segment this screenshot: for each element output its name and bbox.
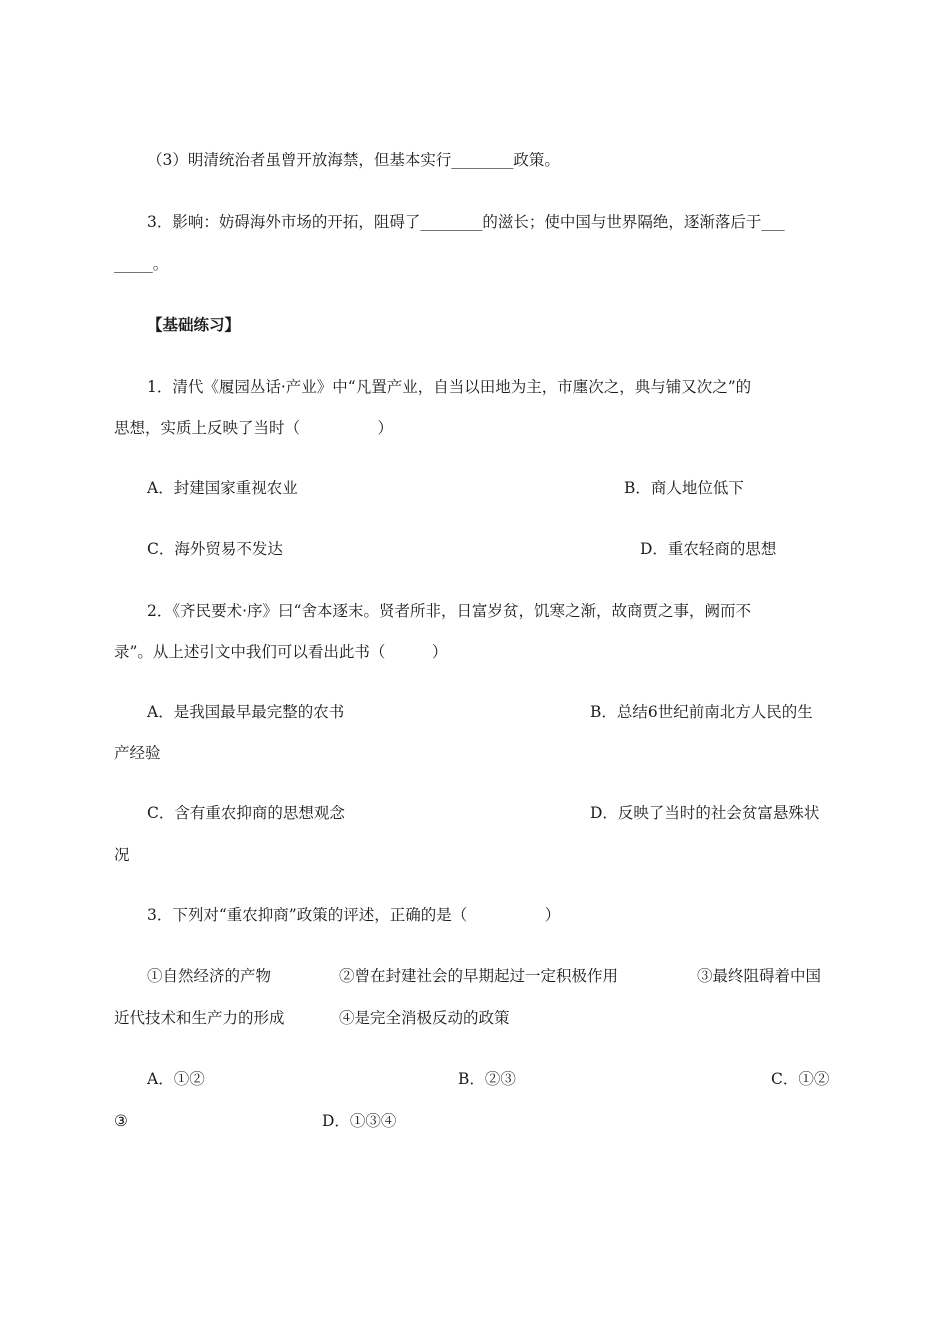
question-2-option-a: A．是我国最早最完整的农书 — [147, 703, 345, 721]
question-2-option-b: B．总结6世纪前南北方人民的生 — [590, 703, 813, 721]
impact-text-line1: 3．影响：妨碍海外市场的开拓，阻碍了________的滋长；使中国与世界隔绝，逐渐落后于___ — [147, 213, 785, 231]
question-1-option-c: C．海外贸易不发达 — [147, 540, 283, 558]
section-heading: 【基础练习】 — [147, 315, 241, 334]
question-1-stem-line2: 思想，实质上反映了当时（ ） — [114, 419, 394, 437]
question-2-option-c: C．含有重农抑商的思想观念 — [147, 804, 345, 822]
question-3-option-d: D．①③④ — [322, 1112, 397, 1130]
question-1-option-d: D．重农轻商的思想 — [640, 540, 777, 558]
question-3-statement-1: ①自然经济的产物 — [147, 967, 272, 985]
question-2-option-b-continued: 产经验 — [114, 744, 161, 762]
question-3-stem: 3．下列对“重农抑商”政策的评述，正确的是（ ） — [147, 906, 561, 924]
question-3-statement-2: ②曾在封建社会的早期起过一定积极作用 — [339, 967, 619, 985]
question-3-option-c: C．①② — [771, 1070, 830, 1088]
impact-text-line2: _____。 — [114, 255, 169, 273]
question-2-stem-line1: 2．《齐民要术·序》曰“舍本逐末。贤者所非，日富岁贫，饥寒之渐，故商贾之事，阙而不 — [147, 602, 751, 620]
question-1-option-a: A．封建国家重视农业 — [147, 479, 298, 497]
question-3-option-c-continued: ③ — [114, 1112, 128, 1130]
question-2-option-d-continued: 况 — [114, 846, 130, 864]
question-1-stem-line1: 1．清代《履园丛话·产业》中“凡置产业，自当以田地为主，市廛次之，典与铺又次之”的 — [147, 378, 752, 396]
question-3-statement-4: ④是完全消极反动的政策 — [339, 1009, 510, 1027]
question-1-option-b: B．商人地位低下 — [624, 479, 744, 497]
question-3-statement-3: ③最终阻碍着中国 — [697, 967, 822, 985]
question-3-option-a: A．①② — [147, 1070, 205, 1088]
question-2-stem-line2: 录”。从上述引文中我们可以看出此书（ ） — [114, 643, 448, 661]
item-3-text: （3）明清统治者虽曾开放海禁，但基本实行________政策。 — [147, 151, 560, 169]
question-3-option-b: B．②③ — [458, 1070, 516, 1088]
question-3-statement-3-continued: 近代技术和生产力的形成 — [114, 1009, 285, 1027]
question-2-option-d: D．反映了当时的社会贫富悬殊状 — [590, 804, 820, 822]
